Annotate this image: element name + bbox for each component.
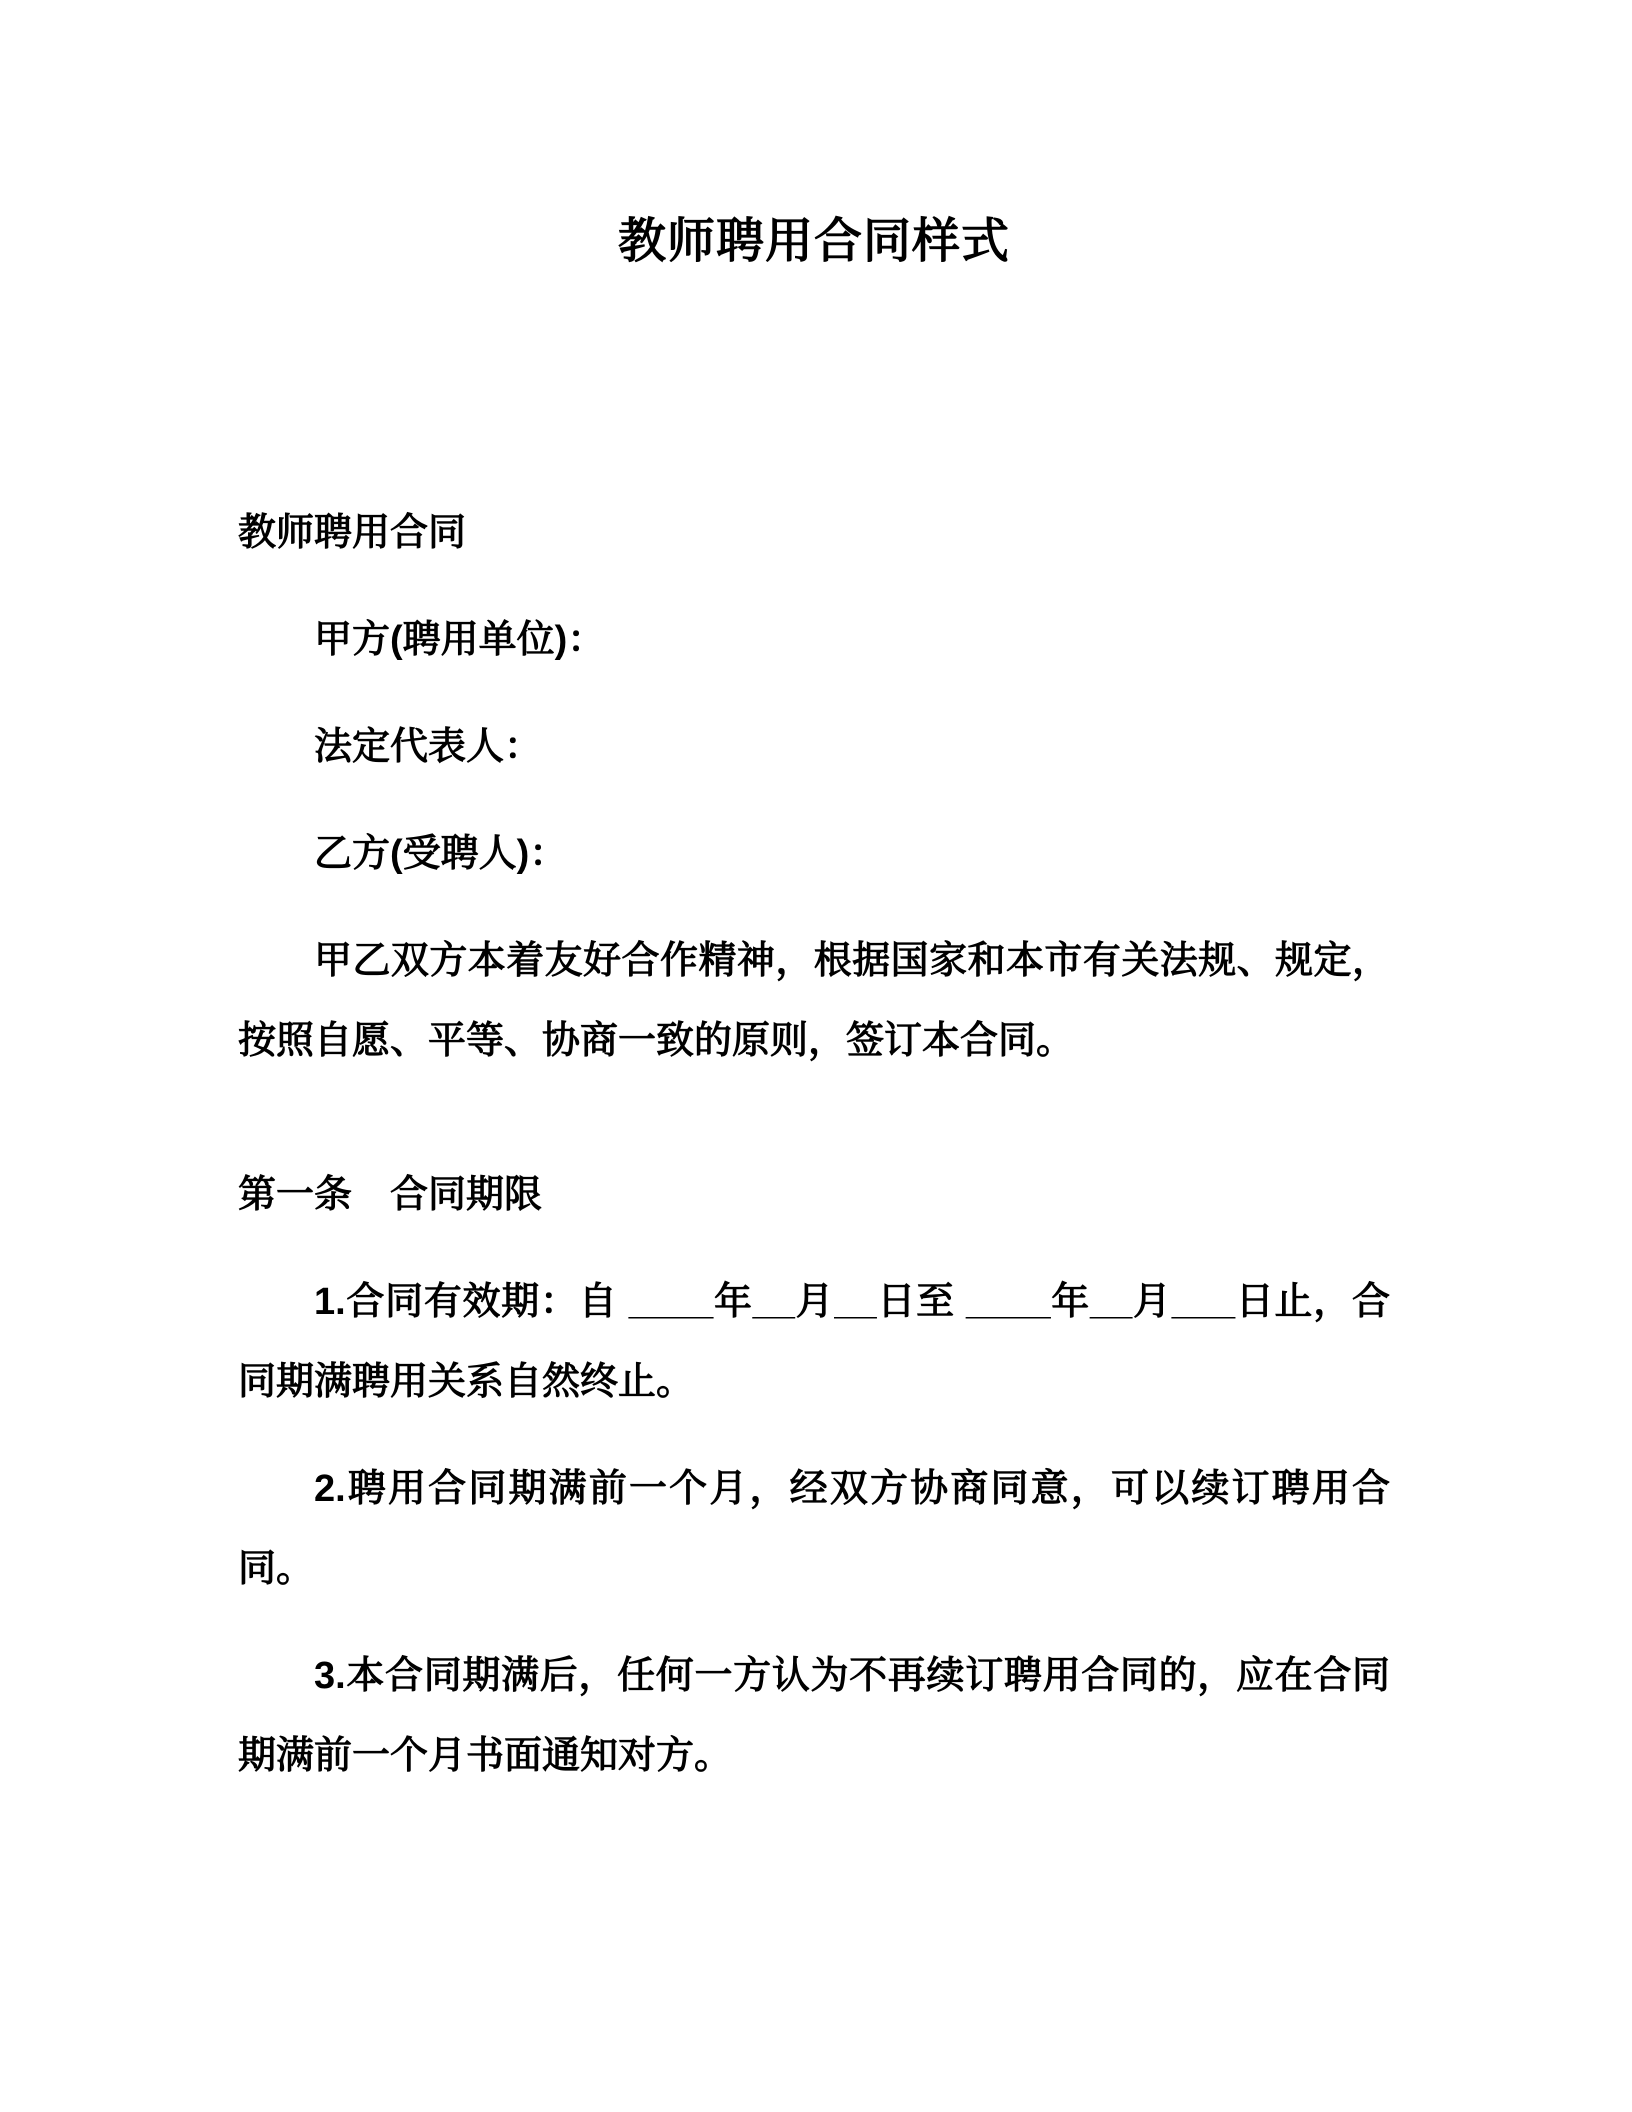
preamble-paragraph: 甲乙双方本着友好合作精神，根据国家和本市有关法规、规定，按照自愿、平等、协商一致的原则，签订本合同。 <box>238 940 1390 1062</box>
article-1-clause-2: 2.聘用合同期满前一个月，经双方协商同意，可以续订聘用合同。 <box>238 1468 1390 1590</box>
document-title: 教师聘用合同样式 <box>617 215 1010 268</box>
article-1-heading: 第一条 合同期限 <box>238 1174 543 1216</box>
article-1-clause-3: 3.本合同期满后，任何一方认为不再续订聘用合同的，应在合同期满前一个月书面通知对方。 <box>238 1655 1390 1777</box>
party-a-line: 甲方(聘用单位)： <box>314 619 606 661</box>
article-1-clause-1: 1.合同有效期：自 ____年__月__日至 ____年__月___日止，合同期满聘用关系自然终止。 <box>238 1281 1390 1403</box>
contract-subtitle: 教师聘用合同 <box>238 512 467 554</box>
party-b-line: 乙方(受聘人)： <box>314 833 568 875</box>
legal-representative-line: 法定代表人： <box>314 726 543 768</box>
